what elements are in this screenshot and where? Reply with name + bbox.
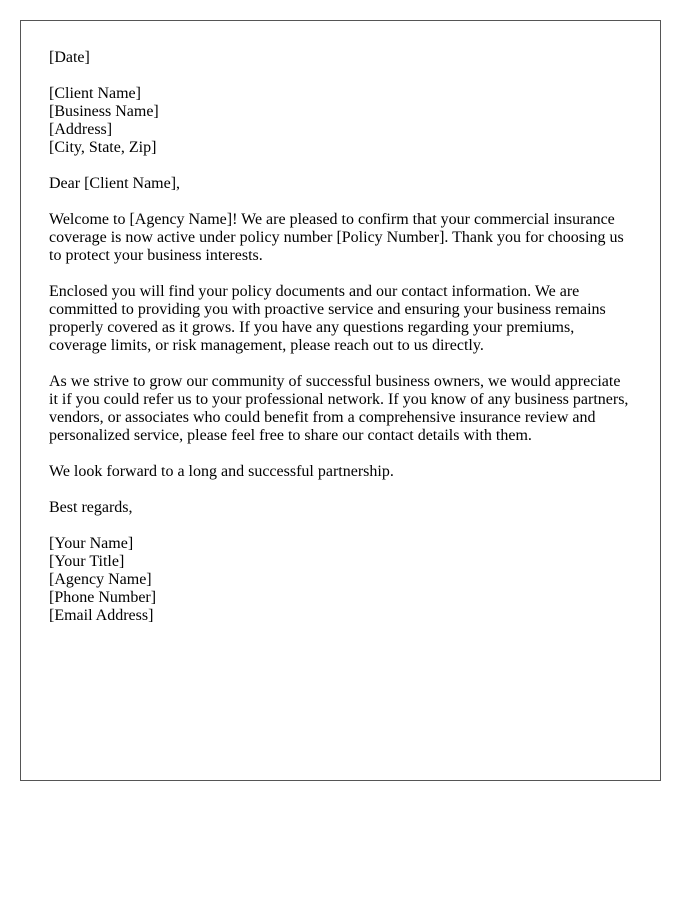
signature-line: [Agency Name]	[49, 571, 152, 588]
recipient-line: [Business Name]	[49, 103, 159, 120]
recipient-line: [Client Name]	[49, 85, 141, 102]
paragraph-line: vendors, or associates who could benefit from a comprehensive insurance review and	[49, 409, 596, 426]
paragraph-closing	[49, 463, 628, 481]
closing	[49, 499, 628, 517]
paragraph-line: committed to providing you with proactive service and ensuring your business remains	[49, 301, 606, 318]
paragraph-line: it if you could refer us to your professional network. If you know of any business partners,	[49, 391, 629, 408]
letter-date	[49, 49, 628, 67]
paragraph-referral	[49, 373, 628, 445]
closing-text: Best regards,	[49, 499, 133, 516]
paragraph-enclosed	[49, 283, 628, 355]
paragraph-line: Enclosed you will find your policy documents and our contact information. We are	[49, 283, 580, 300]
recipient-line: [Address]	[49, 121, 113, 138]
signature-line: [Phone Number]	[49, 589, 157, 606]
paragraph-line: properly covered as it grows. If you have any questions regarding your premiums,	[49, 319, 575, 336]
date-text: [Date]	[49, 49, 90, 66]
recipient-line: [City, State, Zip]	[49, 139, 157, 156]
salutation	[49, 175, 628, 193]
letter-body	[49, 49, 628, 643]
salutation-text: Dear [Client Name],	[49, 175, 181, 192]
signature-line: [Your Title]	[49, 553, 125, 570]
paragraph-line: personalized service, please feel free to share our contact details with them.	[49, 427, 532, 444]
paragraph-line: to protect your business interests.	[49, 247, 263, 264]
paragraph-line: coverage limits, or risk management, please reach out to us directly.	[49, 337, 484, 354]
paragraph-welcome	[49, 211, 628, 265]
signature-block	[49, 535, 628, 625]
signature-line: [Your Name]	[49, 535, 134, 552]
signature-line: [Email Address]	[49, 607, 154, 624]
paragraph-line: As we strive to grow our community of successful business owners, we would appreciate	[49, 373, 621, 390]
letter-page	[20, 20, 661, 781]
paragraph-line: Welcome to [Agency Name]! We are pleased to confirm that your commercial insurance	[49, 211, 615, 228]
paragraph-line: We look forward to a long and successful partnership.	[49, 463, 394, 480]
recipient-address	[49, 85, 628, 157]
paragraph-line: coverage is now active under policy number [Policy Number]. Thank you for choosing us	[49, 229, 624, 246]
